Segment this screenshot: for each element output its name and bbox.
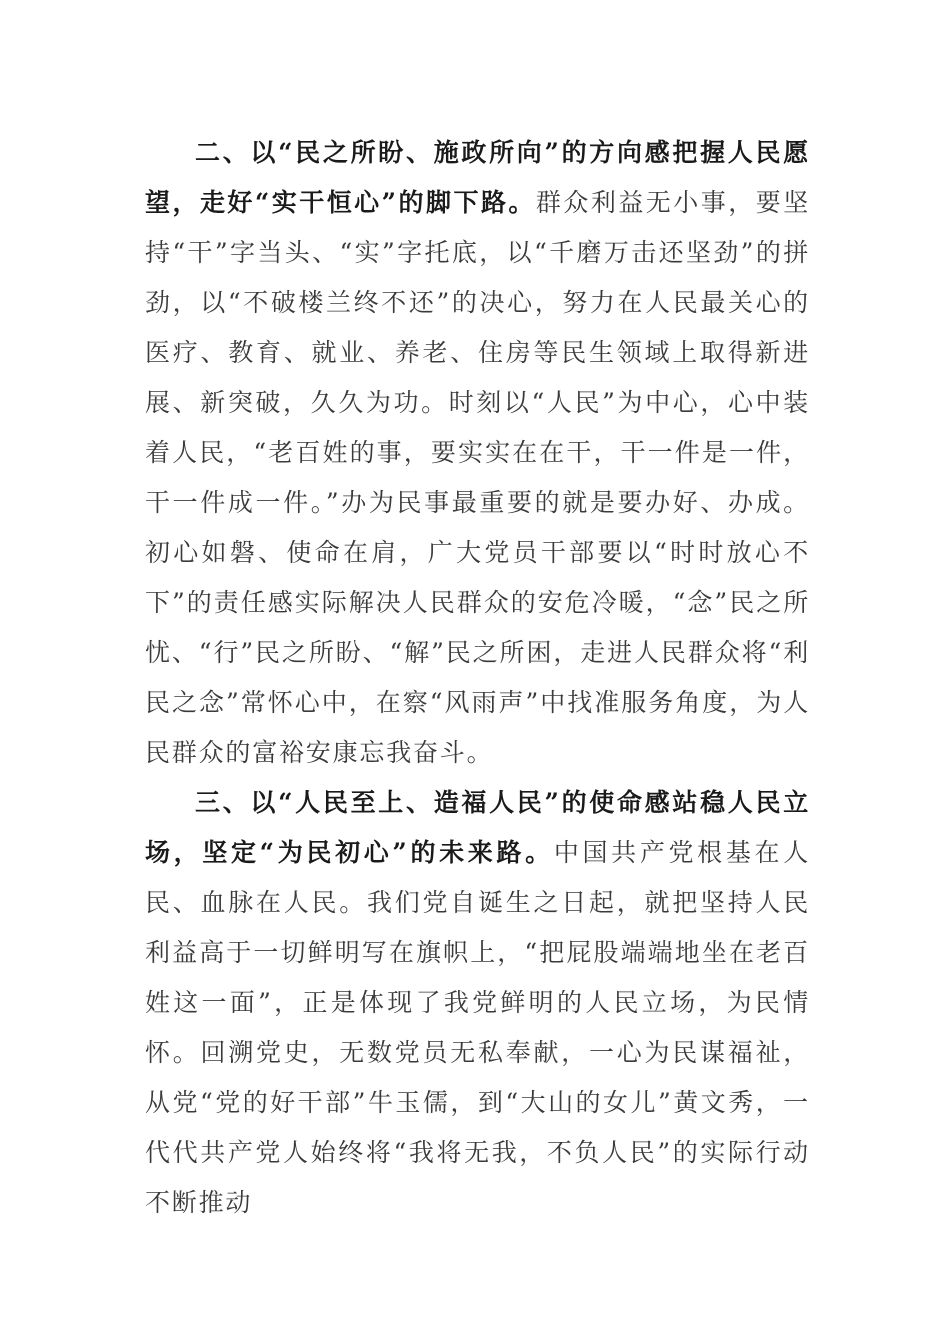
section-two-heading: 二、以“民之所盼、施政所向”的方向感把握人民愿望，走好“实干恒心”的脚下路。 <box>145 138 810 217</box>
section-three-body: 中国共产党根基在人民、血脉在人民。我们党自诞生之日起，就把坚持人民利益高于一切鲜明写在旗帜上，“把屁股端端地坐在老百姓这一面”，正是体现了我党鲜明的人民立场，为民情怀。回溯党史，无数党员无私奉献，一心为民谋福祉，从党“党的好干部”牛玉儒，到“大山的女儿”黄文秀，一代代共产党人始终将“我将无我，不负人民”的实际行动不断推动 <box>145 838 810 1217</box>
paragraph-section-two <box>145 128 810 778</box>
paragraph-section-three <box>145 778 810 1228</box>
section-three-heading: 三、以“人民至上、造福人民”的使命感站稳人民立场，坚定“为民初心”的未来路。 <box>145 788 810 867</box>
document-body <box>145 128 810 1228</box>
section-two-body: 群众利益无小事，要坚持“干”字当头、“实”字托底，以“千磨万击还坚劲”的拼劲，以“不破楼兰终不还”的决心，努力在人民最关心的医疗、教育、就业、养老、住房等民生领域上取得新进展、新突破，久久为功。时刻以“人民”为中心，心中装着人民，“老百姓的事，要实实在在干，干一件是一件，干一件成一件。”办为民事最重要的就是要办好、办成。初心如磐、使命在肩，广大党员干部要以“时时放心不下”的责任感实际解决人民群众的安危冷暖，“念”民之所忧、“行”民之所盼、“解”民之所困，走进人民群众将“利民之念”常怀心中，在察“风雨声”中找准服务角度，为人民群众的富裕安康忘我奋斗。 <box>145 188 810 767</box>
